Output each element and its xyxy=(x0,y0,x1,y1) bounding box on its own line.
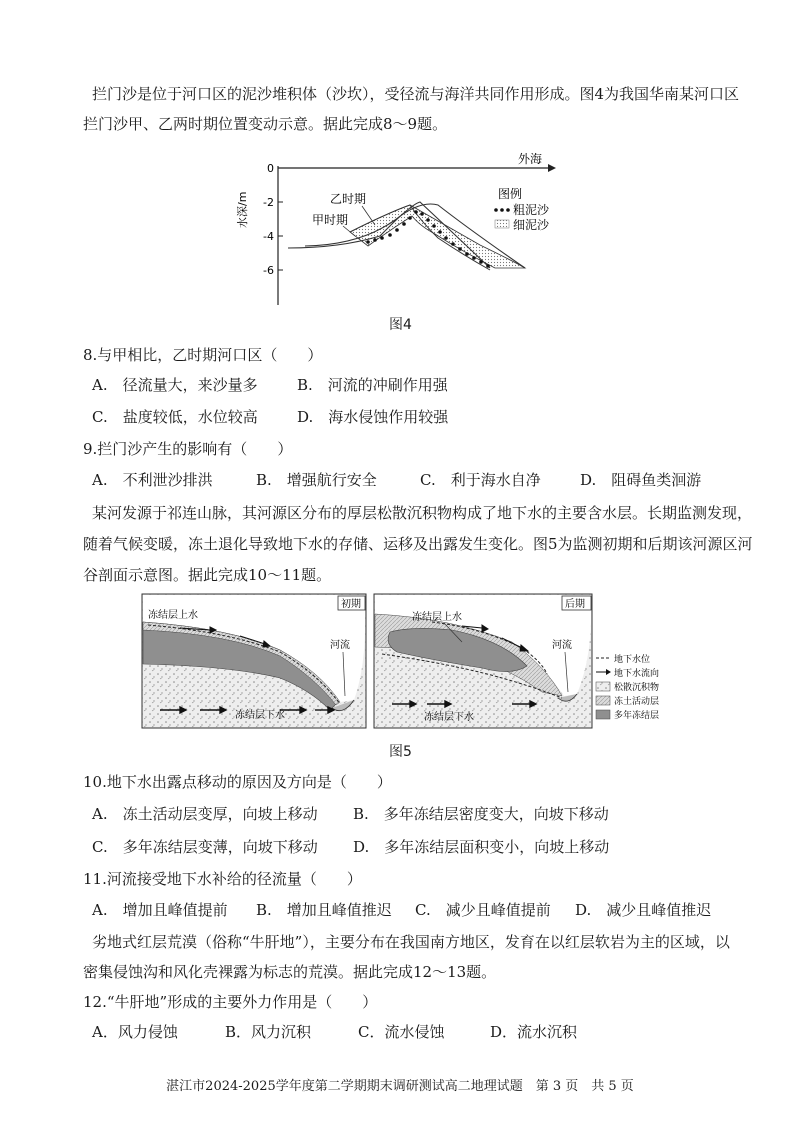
legend-loose-sediment: 松散沉积物 xyxy=(614,683,660,693)
q11-option-a[interactable]: A. 增加且峰值提前 xyxy=(92,901,228,919)
legend-permafrost: 多年冻结层 xyxy=(614,711,660,721)
panel-late-label: 后期 xyxy=(565,599,585,610)
fig5-legend xyxy=(596,653,659,721)
intro-text: 拦门沙甲、乙两时期位置变动示意。据此完成8～9题。 xyxy=(83,115,448,133)
legend-fine-label: 细泥沙 xyxy=(513,218,550,232)
legend-title: 图例 xyxy=(498,187,523,201)
panel-early xyxy=(142,594,366,728)
figure-4-caption: 图4 xyxy=(389,317,412,333)
panel-early-label: 初期 xyxy=(341,599,361,610)
y-axis-label: 水深/m xyxy=(236,191,249,228)
label-period-jia: 甲时期 xyxy=(312,213,349,227)
figure-4-river-mouth-bar xyxy=(236,150,570,310)
q8-option-a[interactable]: A. 径流量大，来沙量多 xyxy=(92,376,258,394)
arrow-right-icon xyxy=(548,164,556,172)
intro-text: 密集侵蚀沟和风化壳裸露为标志的荒漠。据此完成12～13题。 xyxy=(83,963,497,981)
q9-option-d[interactable]: D. 阻碍鱼类洄游 xyxy=(580,471,702,489)
label-suprapermafrost-late: 冻结层上水 xyxy=(412,612,462,623)
label-subpermafrost: 冻结层下水 xyxy=(235,710,285,721)
question-11-stem: 11.河流接受地下水补给的径流量（ ） xyxy=(83,870,362,888)
legend-coarse-icon xyxy=(494,208,510,212)
figure-5-caption: 图5 xyxy=(389,744,412,760)
ytick-label: -4 xyxy=(263,230,274,243)
q12-option-a[interactable]: A．风力侵蚀 xyxy=(92,1023,178,1041)
q12-option-d[interactable]: D．流水沉积 xyxy=(490,1023,578,1041)
q11-option-d[interactable]: D. 减少且峰值推迟 xyxy=(575,901,712,919)
fine-sand-layer xyxy=(350,205,525,268)
q10-option-d[interactable]: D. 多年冻结层面积变小，向坡上移动 xyxy=(353,838,610,856)
label-river-late: 河流 xyxy=(552,640,572,651)
ytick-label: -6 xyxy=(263,264,274,277)
legend-flow-direction: 地下水流向 xyxy=(614,669,660,679)
outer-sea-label: 外海 xyxy=(518,152,543,166)
q11-option-b[interactable]: B. 增加且峰值推迟 xyxy=(256,901,392,919)
ytick-label: -2 xyxy=(263,196,274,209)
page-footer: 湛江市2024-2025学年度第二学期期末调研测试高二地理试题 第 3 页 共 5 页 xyxy=(166,1079,634,1094)
intro-text: 随着气候变暖，冻土退化导致地下水的存储、运移及出露发生变化。图5为监测初期和后期该河源区河 xyxy=(83,535,753,553)
label-subpermafrost-late: 冻结层下水 xyxy=(424,712,474,723)
q12-option-c[interactable]: C．流水侵蚀 xyxy=(358,1023,445,1041)
figure-5-valley-profile xyxy=(140,592,670,732)
question-9-stem: 9.拦门沙产生的影响有（ ） xyxy=(83,440,293,458)
intro-text: 某河发源于祁连山脉，其河源区分布的厚层松散沉积物构成了地下水的主要含水层。长期监测发现， xyxy=(92,504,753,522)
label-river: 河流 xyxy=(330,640,350,651)
legend-water-table: 地下水位 xyxy=(614,655,651,665)
q8-option-d[interactable]: D. 海水侵蚀作用较强 xyxy=(297,408,449,426)
intro-text: 谷剖面示意图。据此完成10～11题。 xyxy=(83,566,332,584)
q10-option-a[interactable]: A. 冻土活动层变厚，向坡上移动 xyxy=(92,805,318,823)
label-suprapermafrost: 冻结层上水 xyxy=(148,610,198,621)
question-10-stem: 10.地下水出露点移动的原因及方向是（ ） xyxy=(83,773,392,791)
q9-option-b[interactable]: B. 增强航行安全 xyxy=(256,471,377,489)
ytick-label: 0 xyxy=(267,162,274,175)
legend-fine-icon xyxy=(495,220,509,228)
legend-active-layer: 冻土活动层 xyxy=(614,697,660,707)
q9-option-c[interactable]: C. 利于海水自净 xyxy=(420,471,541,489)
q11-option-c[interactable]: C. 减少且峰值提前 xyxy=(415,901,551,919)
question-12-stem: 12.“牛肝地”形成的主要外力作用是（ ） xyxy=(83,993,378,1011)
intro-text: 拦门沙是位于河口区的泥沙堆积体（沙坎），受径流与海洋共同作用形成。图4为我国华南某河口区 xyxy=(92,85,740,103)
q10-option-c[interactable]: C. 多年冻结层变薄，向坡下移动 xyxy=(92,838,318,856)
legend-coarse-label: 粗泥沙 xyxy=(513,203,550,217)
q9-option-a[interactable]: A. 不利泄沙排洪 xyxy=(92,471,213,489)
q10-option-b[interactable]: B. 多年冻结层密度变大，向坡下移动 xyxy=(353,805,609,823)
intro-text: 劣地式红层荒漠（俗称“牛肝地”），主要分布在我国南方地区，发育在以红层软岩为主的区域，以 xyxy=(92,933,730,951)
label-period-yi: 乙时期 xyxy=(330,192,367,206)
panel-late xyxy=(374,594,592,728)
q8-option-c[interactable]: C. 盐度较低，水位较高 xyxy=(92,408,258,426)
question-8-stem: 8.与甲相比，乙时期河口区（ ） xyxy=(83,346,323,364)
q12-option-b[interactable]: B．风力沉积 xyxy=(225,1023,312,1041)
q8-option-b[interactable]: B. 河流的冲刷作用强 xyxy=(297,376,448,394)
